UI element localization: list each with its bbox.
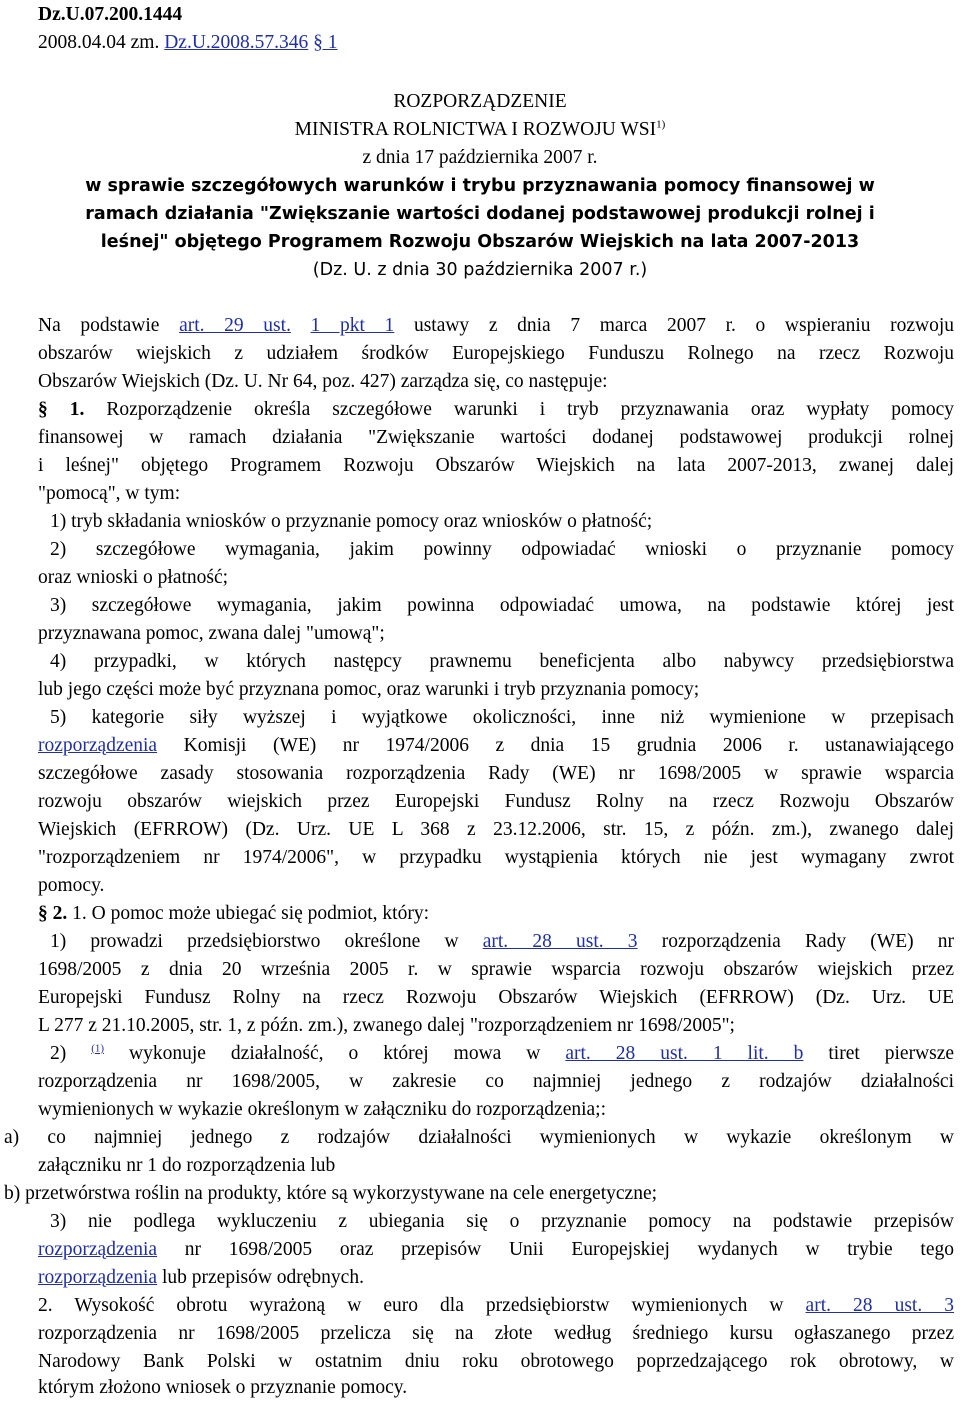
section-2-line-1 [38, 902, 429, 926]
preamble-line-1 [38, 314, 954, 338]
section-1-point-5-line-3: szczegółowe zasady stosowania rozporządzenia Rady (WE) nr 1698/2005 w sprawie wsparcia [38, 763, 954, 784]
section-1-line-3: i leśnej" objętego Programem Rozwoju Obszarów Wiejskich na lata 2007-2013, zwanej dalej [38, 455, 954, 476]
amendment-link[interactable]: Dz.U.2008.57.346 [164, 32, 309, 53]
section-2-point-2-line-2: rozporządzenia nr 1698/2005, w zakresie co najmniej jednego z rodzajów działalności [38, 1071, 954, 1092]
point-3-text: nr 1698/2005 oraz przepisów Unii Europejskiej wydanych w trybie tego [184, 1239, 954, 1260]
art-28-ust-3-link[interactable]: art. 28 ust. 3 [482, 931, 638, 952]
document-id: Dz.U.07.200.1444 [38, 4, 183, 25]
section-2-point-3: 3) nie podlega wykluczeniu z ubiegania się o przyznanie pomocy na podstawie przepisów [50, 1211, 954, 1232]
section-1-point-2: 2) szczegółowe wymagania, jakim powinny odpowiadać wnioski o przyznanie pomocy [50, 539, 954, 560]
title-date: z dnia 17 października 2007 r. [362, 147, 598, 168]
section-1-point-4: 4) przypadki, w których następcy prawnemu beneficjenta albo nabywcy przedsiębiorstwa [50, 651, 954, 672]
section-1-line-4: "pomocą", w tym: [38, 483, 181, 504]
regulation-link[interactable]: rozporządzenia [38, 1267, 158, 1288]
subject-line-3: leśnej" objętego Programem Rozwoju Obszarów Wiejskich na lata 2007-2013 [100, 232, 860, 252]
preamble-line-2: obszarów wiejskich z udziałem środków Europejskiego Funduszu Rolnego na rzecz Rozwoju [38, 343, 954, 364]
point-3-text: lub przepisów odrębnych. [161, 1267, 364, 1288]
section-2-point-1 [50, 930, 954, 954]
section-2-item-2-line-3: Narodowy Bank Polski w ostatnim dniu roku obrotowego poprzedzającego rok obrotowy, w [38, 1351, 954, 1372]
footnote-link[interactable]: (1) [91, 1042, 105, 1055]
paragraph-link[interactable]: § 1 [313, 32, 338, 53]
section-1-line-1 [38, 398, 954, 422]
regulation-link[interactable]: rozporządzenia [38, 1239, 158, 1260]
section-1-point-1: 1) tryb składania wniosków o przyznanie pomocy oraz wniosków o płatność; [50, 511, 653, 532]
point-2-number: 2) [50, 1043, 67, 1064]
preamble-line-3: Obszarów Wiejskich (Dz. U. Nr 64, poz. 427) zarządza się, co następuje: [38, 371, 608, 392]
section-2-point-2 [50, 1042, 954, 1066]
point-1-text: 1) prowadzi przedsiębiorstwo określone w [50, 931, 459, 952]
subject-line-4: (Dz. U. z dnia 30 października 2007 r.) [312, 260, 648, 280]
regulation-link[interactable]: rozporządzenia [38, 735, 158, 756]
section-1-line-2: finansowej w ramach działania "Zwiększanie wartości dodanej podstawowej produkcji rolnej [38, 427, 954, 448]
amendment-date: 2008.04.04 zm. [38, 32, 160, 53]
letter-a-cont: załączniku nr 1 do rozporządzenia lub [38, 1155, 336, 1176]
letter-b: b) przetwórstwa roślin na produkty, które są wykorzystywane na cele energetyczne; [4, 1183, 658, 1204]
section-2-point-2-line-3: wymienionych w wykazie określonym w załączniku do rozporządzenia;: [38, 1099, 607, 1120]
section-1-text: Rozporządzenie określa szczegółowe warunki i tryb przyznawania oraz wypłaty pomocy [106, 399, 955, 420]
preamble-text: Na podstawie [38, 315, 160, 336]
art-28-ust-1-lit-b-link[interactable]: art. 28 ust. 1 lit. b [565, 1043, 804, 1064]
section-2-item-2-line-4: którym złożono wniosek o przyznanie pomocy. [38, 1377, 408, 1398]
section-1-point-3: 3) szczegółowe wymagania, jakim powinna odpowiadać umowa, na podstawie której jest [50, 595, 954, 616]
pkt-1-link[interactable]: 1 pkt 1 [310, 315, 395, 336]
art-29-link[interactable]: art. 29 ust. [179, 315, 291, 336]
letter-a: a) co najmniej jednego z rodzajów działalności wymienionych w wykazie określonym w [4, 1127, 954, 1148]
section-2-item-2 [38, 1294, 954, 1318]
section-1-point-5-line-7: pomocy. [38, 875, 105, 896]
section-2-text: 1. O pomoc może ubiegać się podmiot, który: [72, 903, 430, 924]
section-1-point-5-line-6: "rozporządzeniem nr 1974/2006", w przypadku wystąpienia których nie jest wymagany zwrot [38, 847, 954, 868]
section-1-point-5-line-4: rozwoju obszarów wiejskich przez Europejski Fundusz Rolny na rzecz Rozwoju Obszarów [38, 791, 954, 812]
section-1-point-2-cont: oraz wnioski o płatność; [38, 567, 229, 588]
ministry-name: MINISTRA ROLNICTWA I ROZWOJU WSI [294, 119, 657, 140]
section-2-mark: § 2. [38, 903, 68, 924]
item-2-text: 2. Wysokość obrotu wyrażoną w euro dla przedsiębiorstw wymienionych w [38, 1295, 784, 1316]
preamble-text: ustawy z dnia 7 marca 2007 r. o wspieraniu rozwoju [413, 315, 955, 336]
section-1-point-5-line-5: Wiejskich (EFRROW) (Dz. Urz. UE L 368 z 23.12.2006, str. 15, z późn. zm.), zwanego dalej [38, 819, 954, 840]
section-2-item-2-line-2: rozporządzenia nr 1698/2005 przelicza się na złote według średniego kursu ogłaszanego przez [38, 1323, 954, 1344]
title-line-2 [0, 118, 960, 142]
section-2-point-3-line-2 [38, 1238, 954, 1262]
amendment-line [38, 31, 338, 55]
point-2-text: tiret pierwsze [828, 1043, 955, 1064]
footnote-ref: 1) [656, 118, 666, 131]
point-1-text: rozporządzenia Rady (WE) nr [661, 931, 955, 952]
section-2-point-1-line-2: 1698/2005 z dnia 20 września 2005 r. w sprawie wsparcia rozwoju obszarów wiejskich przez [38, 959, 954, 980]
section-1-point-5: 5) kategorie siły wyższej i wyjątkowe okoliczności, inne niż wymienione w przepisach [50, 707, 954, 728]
section-1-mark: § 1. [38, 399, 85, 420]
section-2-point-1-line-3: Europejski Fundusz Rolny na rzecz Rozwoju Obszarów Wiejskich (EFRROW) (Dz. Urz. UE [38, 987, 954, 1008]
subject-line-2: ramach działania "Zwiększanie wartości dodanej podstawowej produkcji rolnej i [85, 204, 875, 224]
point-5-text: Komisji (WE) nr 1974/2006 z dnia 15 grudnia 2006 r. ustanawiającego [183, 735, 954, 756]
art-28-ust-3-link[interactable]: art. 28 ust. 3 [805, 1295, 955, 1316]
section-2-point-1-line-4: L 277 z 21.10.2005, str. 1, z późn. zm.), zwanego dalej "rozporządzeniem nr 1698/2005"; [38, 1015, 735, 1036]
section-1-point-3-cont: przyznawana pomoc, zwana dalej "umową"; [38, 623, 385, 644]
subject-line-1: w sprawie szczegółowych warunków i trybu przyznawania pomocy finansowej w [85, 176, 875, 196]
section-1-point-4-cont: lub jego części może być przyznana pomoc, oraz warunki i tryb przyznania pomocy; [38, 679, 700, 700]
section-1-point-5-line-2 [38, 734, 954, 758]
point-2-text: wykonuje działalność, o której mowa w [129, 1043, 541, 1064]
title-line-1: ROZPORZĄDZENIE [393, 91, 567, 112]
section-2-point-3-line-3 [38, 1266, 364, 1290]
